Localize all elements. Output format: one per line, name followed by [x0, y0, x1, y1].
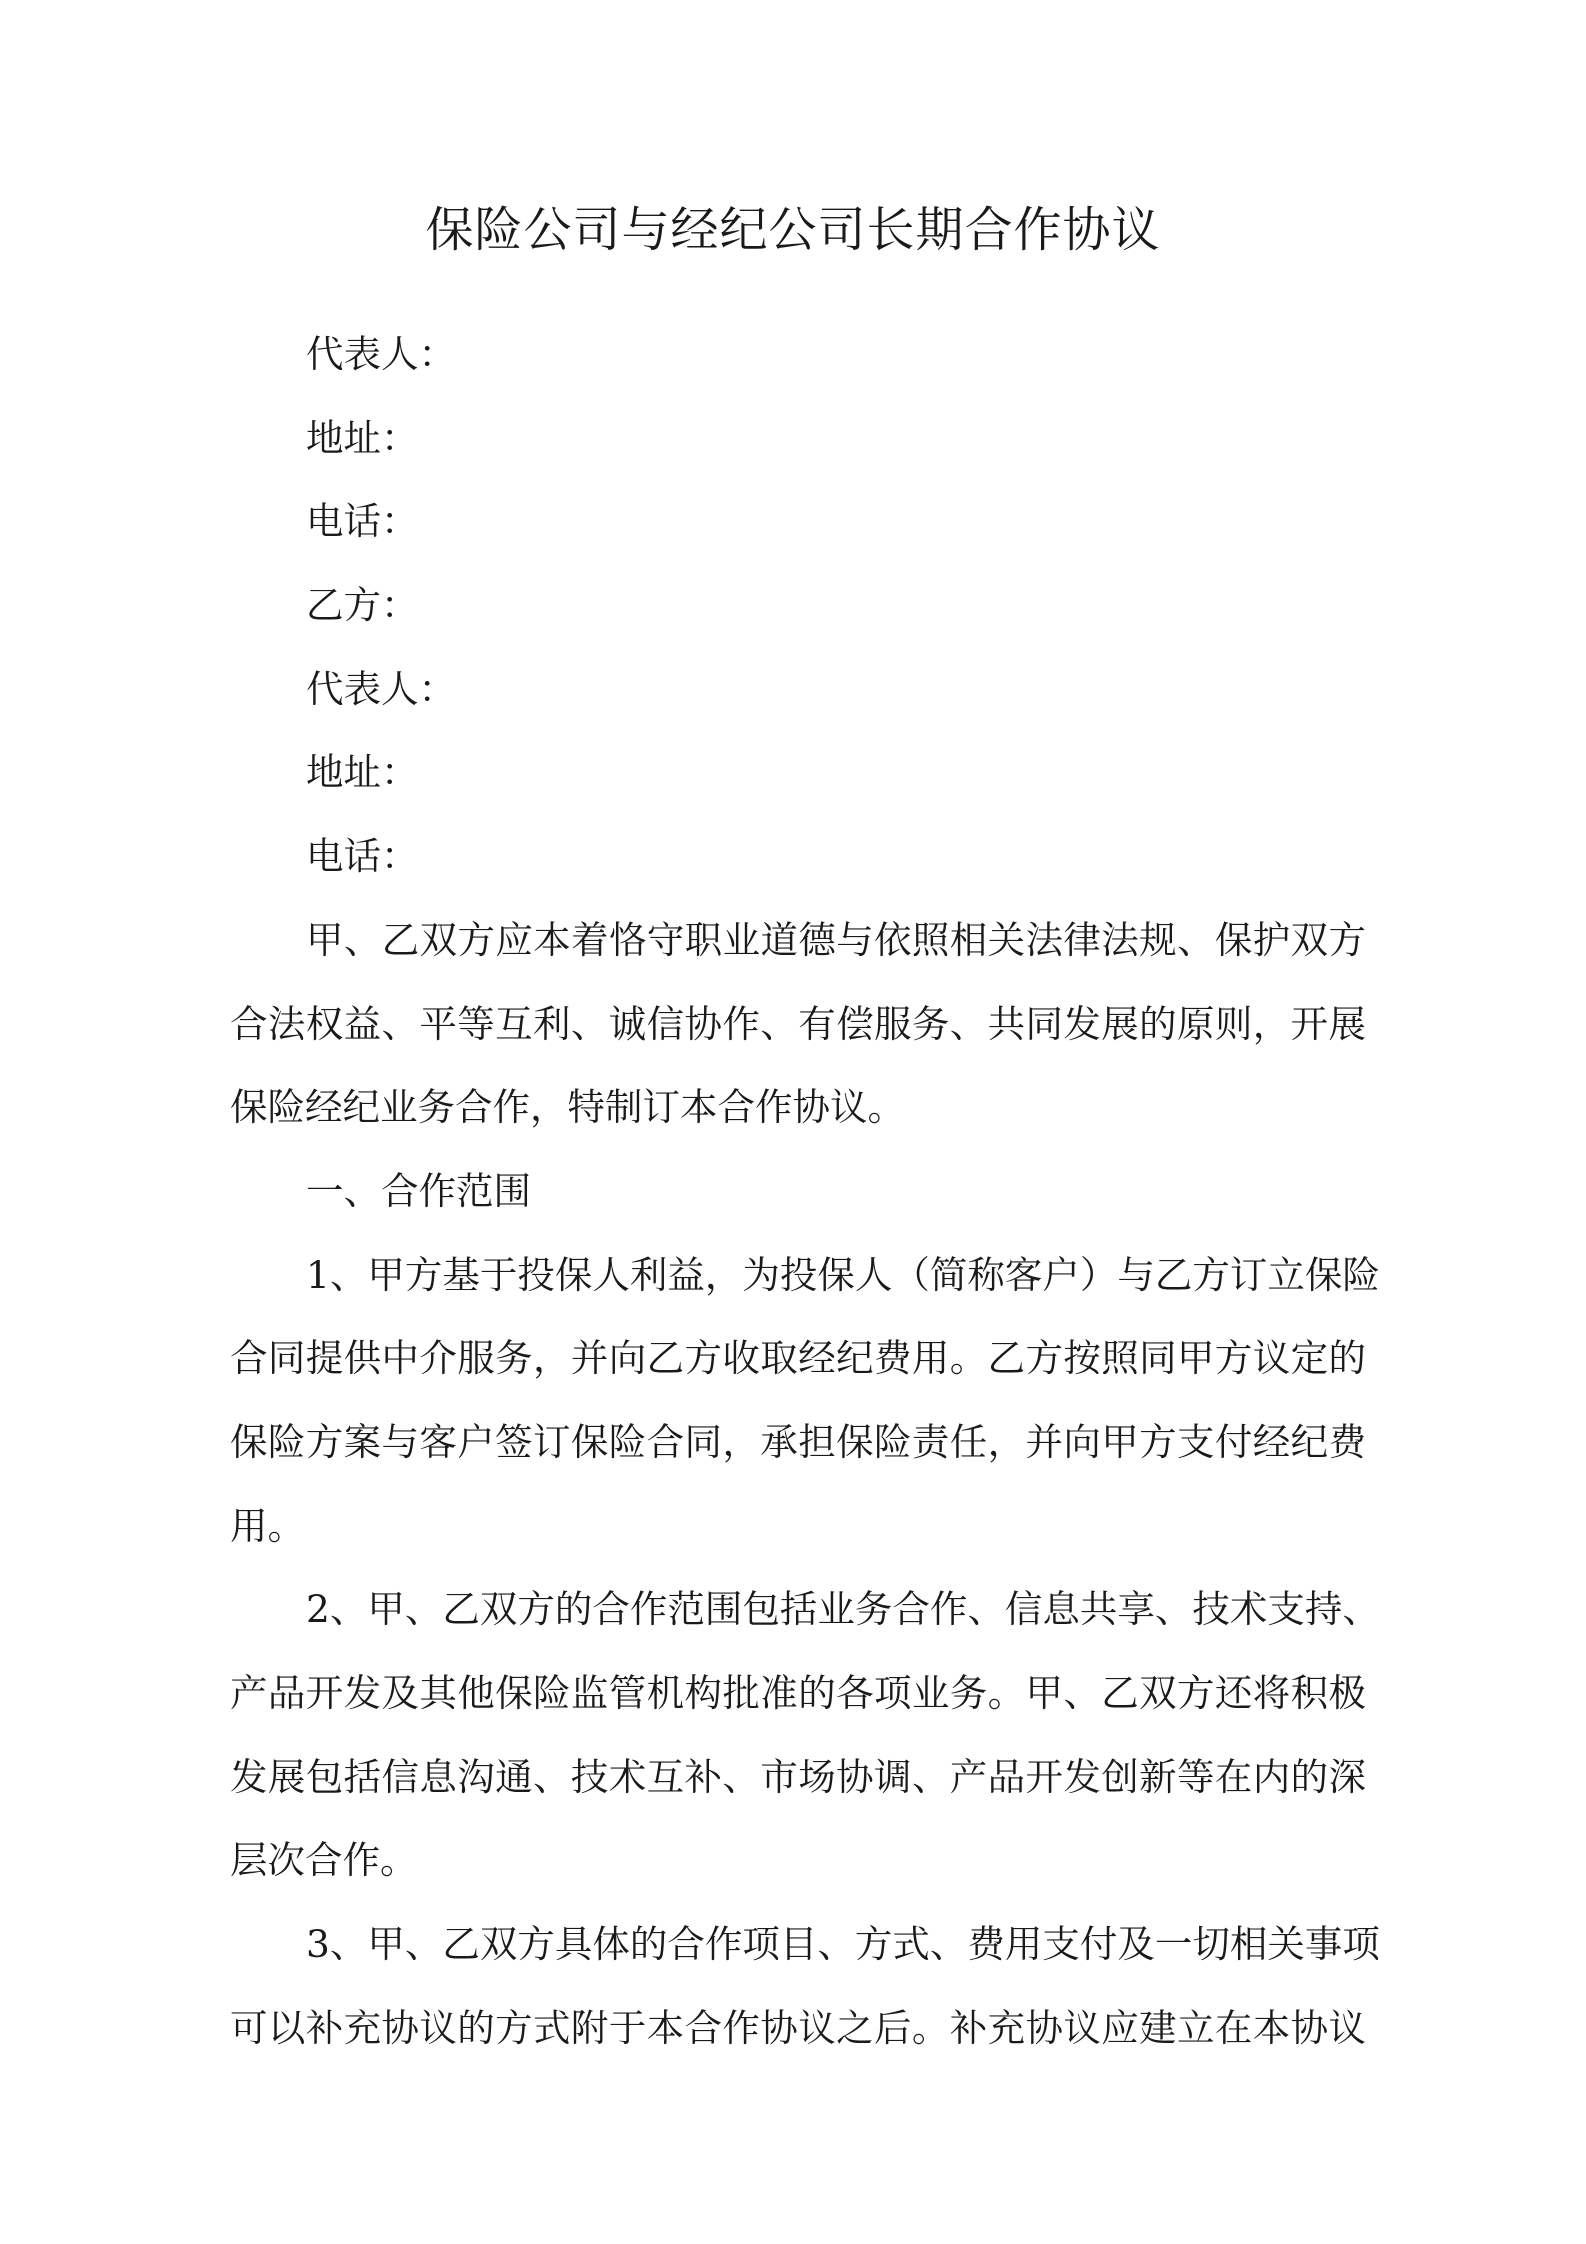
section-heading: 一、合作范围	[306, 1168, 531, 1213]
paragraph-line: 甲、乙双方应本着恪守职业道德与依照相关法律法规、保护双方	[306, 917, 1366, 962]
party-field: 地址：	[306, 415, 419, 460]
paragraph-line: 1、甲方基于投保人利益，为投保人（简称客户）与乙方订立保险	[306, 1252, 1380, 1297]
clause-3	[230, 1903, 1380, 2070]
paragraph-line: 用。	[230, 1503, 305, 1548]
party-field: 电话：	[306, 834, 419, 879]
document-title: 保险公司与经纪公司长期合作协议	[425, 202, 1161, 258]
paragraph-line: 层次合作。	[230, 1838, 418, 1883]
paragraph-line: 保险经纪业务合作，特制订本合作协议。	[230, 1085, 905, 1130]
paragraph-line: 发展包括信息沟通、技术互补、市场协调、产品开发创新等在内的深	[230, 1754, 1366, 1799]
paragraph-line: 合同提供中介服务，并向乙方收取经纪费用。乙方按照同甲方议定的	[230, 1336, 1366, 1381]
paragraph-line: 可以补充协议的方式附于本合作协议之后。补充协议应建立在本协议	[230, 2005, 1366, 2050]
paragraph-line: 2、甲、乙双方的合作范围包括业务合作、信息共享、技术支持、	[306, 1587, 1380, 1632]
party-field: 代表人：	[306, 666, 456, 711]
party-field: 代表人：	[306, 332, 456, 376]
paragraph-line: 保险方案与客户签订保险合同，承担保险责任，并向甲方支付经纪费	[230, 1419, 1366, 1464]
party-field: 电话：	[306, 499, 419, 544]
preamble-paragraph	[230, 899, 1366, 1150]
paragraph-line: 合法权益、平等互利、诚信协作、有偿服务、共同发展的原则，开展	[230, 1001, 1366, 1046]
clause-1	[230, 1234, 1380, 1569]
party-field: 地址：	[306, 750, 419, 795]
document-body	[230, 313, 1380, 2070]
paragraph-line: 产品开发及其他保险监管机构批准的各项业务。甲、乙双方还将积极	[230, 1671, 1366, 1715]
clause-2	[230, 1568, 1380, 1903]
party-field: 乙方：	[306, 583, 419, 628]
paragraph-line: 3、甲、乙双方具体的合作项目、方式、费用支付及一切相关事项	[306, 1922, 1380, 1967]
